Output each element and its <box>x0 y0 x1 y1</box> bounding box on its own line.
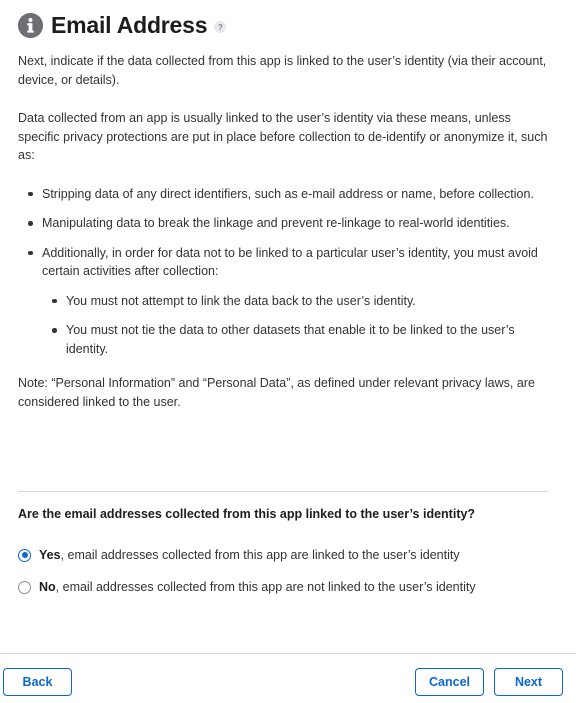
footer-divider <box>0 653 576 654</box>
option-no-label[interactable]: No, email addresses collected from this app are not linked to the user’s identity <box>39 580 476 594</box>
option-no[interactable] <box>18 580 476 594</box>
info-icon <box>18 13 43 38</box>
list-item: Manipulating data to break the linkage and prevent re-linkage to real-world identities. <box>18 214 554 233</box>
intro-text: Next, indicate if the data collected from this app is linked to the user’s identity (via their account, device, or details). <box>18 54 547 87</box>
section-divider <box>18 491 548 492</box>
cancel-button[interactable]: Cancel <box>415 668 484 696</box>
radio-no[interactable] <box>18 581 31 594</box>
back-button[interactable]: Back <box>3 668 72 696</box>
sub-list-item: You must not attempt to link the data back to the user’s identity. <box>42 292 554 311</box>
protections-list <box>18 185 554 359</box>
question-label: Are the email addresses collected from this app linked to the user’s identity? <box>18 507 476 521</box>
page-title: Email Address <box>51 12 208 38</box>
radio-yes[interactable] <box>18 549 31 562</box>
sub-list <box>42 292 554 359</box>
option-yes-label[interactable]: Yes, email addresses collected from this app are linked to the user’s identity <box>39 548 460 562</box>
note-text: Note: “Personal Information” and “Personal Data”, as defined under relevant privacy laws, are considered linked to the user. <box>18 376 535 409</box>
next-button[interactable]: Next <box>494 668 563 696</box>
question-mark-icon[interactable]: ? <box>214 21 226 33</box>
option-yes[interactable] <box>18 548 460 562</box>
explanation-paragraph: Data collected from an app is usually linked to the user’s identity via these means, unless specific privacy protections are put in place before collection to de-identify or anonymize it, such as: <box>18 111 548 162</box>
dialog-header <box>18 12 226 39</box>
list-item: Stripping data of any direct identifiers, such as e-mail address or name, before collection. <box>18 185 554 204</box>
explanation-content <box>18 52 554 411</box>
list-item: Additionally, in order for data not to be linked to a particular user’s identity, you must avoid certain activities after collection: You must not attempt to link the data back to the user’s identity. You must not tie the data to other datasets that enable it to be linked to the user’s identity. <box>18 244 554 359</box>
sub-list-item: You must not tie the data to other datasets that enable it to be linked to the user’s identity. <box>42 321 554 358</box>
